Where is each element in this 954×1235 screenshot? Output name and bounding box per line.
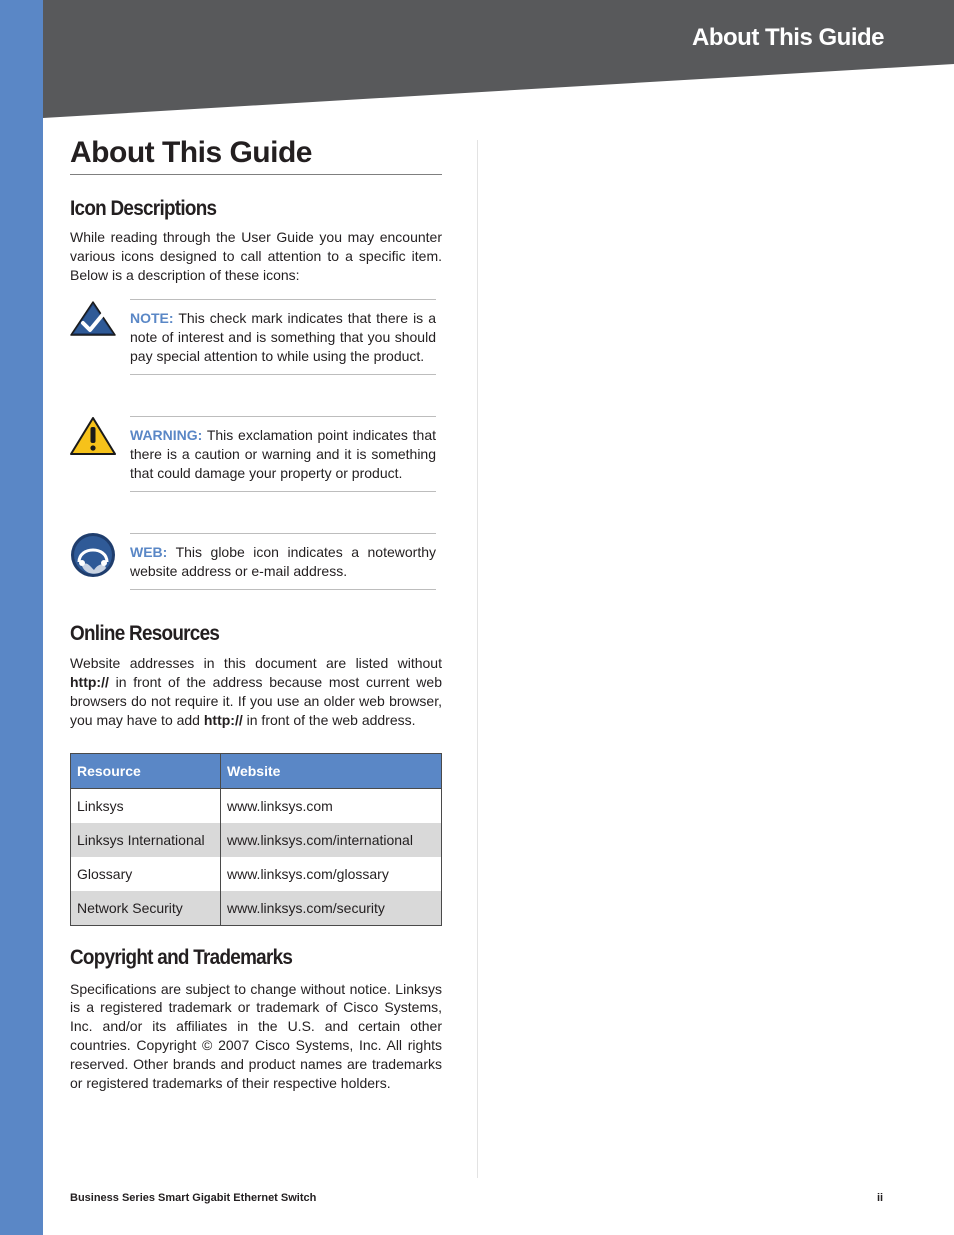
resource-cell: Linksys International bbox=[71, 823, 221, 857]
footer-page-number: ii bbox=[877, 1192, 884, 1204]
warning-item bbox=[70, 416, 442, 508]
online-text-part: in front of the address because most current web browsers do not require it. If you use an older web browser, you may have to add bbox=[70, 674, 442, 728]
checkmark-icon bbox=[70, 299, 116, 345]
website-cell[interactable]: www.linksys.com/international bbox=[221, 823, 442, 857]
website-cell[interactable]: www.linksys.com/glossary bbox=[221, 857, 442, 891]
table-row bbox=[71, 788, 442, 823]
note-item bbox=[70, 299, 442, 391]
main-column bbox=[70, 132, 442, 1092]
table-row bbox=[71, 891, 442, 926]
resource-cell: Network Security bbox=[71, 891, 221, 926]
warning-description: This exclamation point indicates that there is a caution or warning and it is something that could damage your property or product. bbox=[130, 427, 436, 481]
web-item bbox=[70, 533, 442, 619]
column-divider bbox=[477, 140, 478, 1178]
warning-icon bbox=[70, 416, 116, 462]
left-accent-bar bbox=[0, 0, 43, 1235]
note-description: This check mark indicates that there is a note of interest and is something that you should pay special attention to while using the product. bbox=[130, 310, 436, 364]
copyright-text: Specifications are subject to change without notice. Linksys is a registered trademark or trademark of Cisco Systems, Inc. and/or its affiliates in the U.S. and certain other countries. Copyright © 2007 Cisco Systems, Inc. All rights reserved. Other brands and product names are trademarks or registered trademarks of their respective holders. bbox=[70, 980, 442, 1091]
column-header-website: Website bbox=[221, 753, 442, 788]
icon-descriptions-heading: Icon Descriptions bbox=[70, 197, 217, 220]
column-header-resource: Resource bbox=[71, 753, 221, 788]
footer-product-name: Business Series Smart Gigabit Ethernet Switch bbox=[70, 1192, 317, 1204]
page-title: About This Guide bbox=[70, 132, 442, 175]
resource-cell: Glossary bbox=[71, 857, 221, 891]
website-cell[interactable]: www.linksys.com/security bbox=[221, 891, 442, 926]
online-resources-heading: Online Resources bbox=[70, 622, 220, 646]
header-title: About This Guide bbox=[692, 24, 884, 51]
web-description: This globe icon indicates a noteworthy website address or e-mail address. bbox=[130, 544, 436, 580]
table-row bbox=[71, 857, 442, 891]
page-header bbox=[43, 0, 954, 120]
resource-cell: Linksys bbox=[71, 788, 221, 823]
online-resources-text bbox=[70, 654, 442, 729]
web-keyword: WEB: bbox=[130, 544, 168, 561]
http-prefix: http:// bbox=[70, 674, 109, 691]
note-text bbox=[130, 299, 436, 374]
table-header-row bbox=[71, 753, 442, 788]
web-text bbox=[130, 533, 436, 590]
resources-table bbox=[70, 753, 442, 926]
website-cell[interactable]: www.linksys.com bbox=[221, 788, 442, 823]
http-prefix: http:// bbox=[203, 711, 243, 728]
globe-icon bbox=[70, 532, 116, 578]
online-text-part: Website addresses in this document are listed without bbox=[70, 655, 442, 672]
warning-text bbox=[130, 416, 436, 491]
icon-descriptions-intro: While reading through the User Guide you may encounter various icons designed to call attention to a specific item. Below is a description of these icons: bbox=[70, 229, 442, 283]
online-text-part: in front of the web address. bbox=[242, 711, 416, 728]
table-row bbox=[71, 823, 442, 857]
note-keyword: NOTE: bbox=[130, 310, 174, 327]
copyright-heading: Copyright and Trademarks bbox=[70, 945, 293, 969]
warning-keyword: WARNING: bbox=[130, 427, 203, 444]
